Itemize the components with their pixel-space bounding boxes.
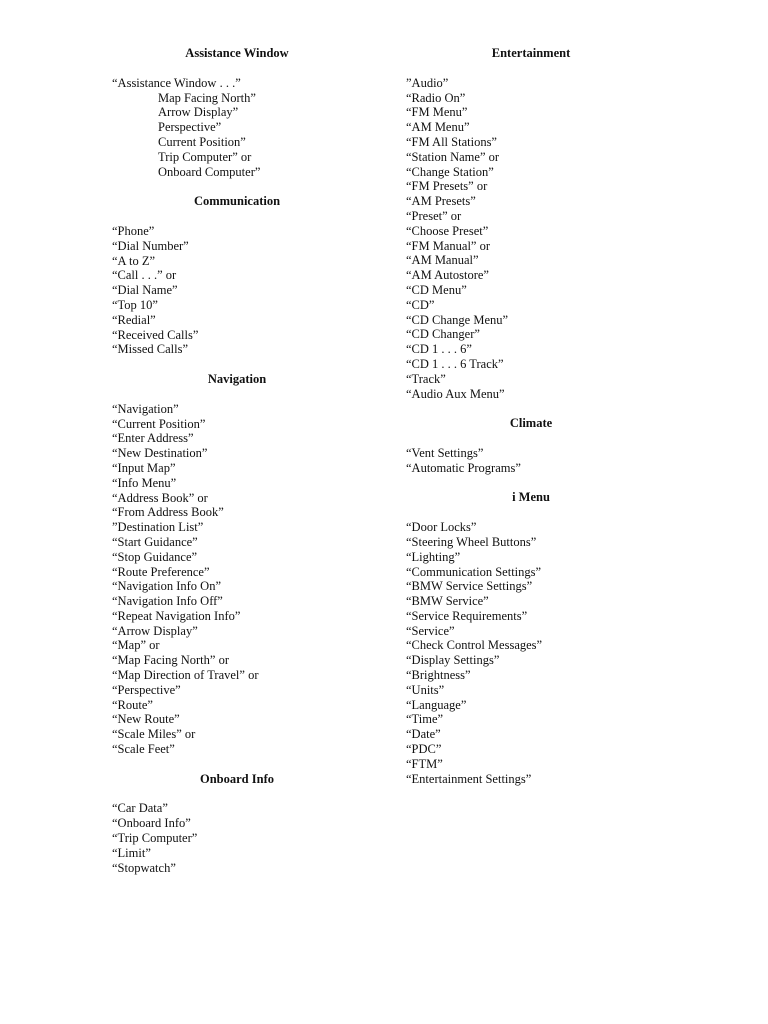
voice-command-item: “Address Book” or xyxy=(112,490,208,505)
voice-command-item: “BMW Service Settings” xyxy=(406,579,533,594)
voice-command-item: “Station Name” or xyxy=(406,149,500,164)
command-list xyxy=(406,446,656,476)
voice-command-item: “Route Preference” xyxy=(112,564,210,579)
voice-command-item: “Brightness” xyxy=(406,668,471,683)
voice-command-item: “AM Menu” xyxy=(406,120,470,135)
voice-command-item: “Automatic Programs” xyxy=(406,460,521,475)
command-list xyxy=(112,402,362,757)
voice-command-item: Onboard Computer” xyxy=(158,164,261,179)
heading-spacer xyxy=(112,209,362,224)
section-heading: Communication xyxy=(193,194,281,209)
voice-command-item: “Repeat Navigation Info” xyxy=(112,608,241,623)
voice-command-item: “Entertainment Settings” xyxy=(406,771,532,786)
voice-command-item: “Arrow Display” xyxy=(112,623,198,638)
voice-command-item: Perspective” xyxy=(158,120,222,135)
voice-command-item: “Assistance Window . . .” xyxy=(112,75,241,90)
command-list xyxy=(112,801,362,875)
voice-command-item: “Car Data” xyxy=(112,801,168,816)
voice-command-item: “Scale Feet” xyxy=(112,742,175,757)
voice-command-item: Current Position” xyxy=(158,134,246,149)
section-onboard-info xyxy=(112,757,362,876)
voice-command-item: “Display Settings” xyxy=(406,653,500,668)
voice-command-item: “Map Direction of Travel” or xyxy=(112,668,259,683)
voice-command-item: “CD Changer” xyxy=(406,327,480,342)
voice-command-item: “Start Guidance” xyxy=(112,534,198,549)
voice-command-item: “Received Calls” xyxy=(112,327,199,342)
voice-command-item: “BMW Service” xyxy=(406,594,489,609)
section-spacer xyxy=(406,401,656,416)
voice-command-item: Map Facing North” xyxy=(158,90,256,105)
voice-command-item: “Limit” xyxy=(112,845,151,860)
voice-command-item: “New Route” xyxy=(112,712,180,727)
voice-command-item: ”Destination List” xyxy=(112,520,204,535)
voice-command-item: “Missed Calls” xyxy=(112,342,189,357)
voice-command-item: “Call . . .” or xyxy=(112,268,177,283)
voice-command-item: “Map Facing North” or xyxy=(112,653,229,668)
voice-command-item: “CD 1 . . . 6” xyxy=(406,342,472,357)
heading-spacer xyxy=(112,61,362,76)
voice-command-item: “Navigation Info Off” xyxy=(112,594,223,609)
voice-command-item: “Door Locks” xyxy=(406,520,477,535)
voice-command-item: “Steering Wheel Buttons” xyxy=(406,534,537,549)
voice-command-item: “Units” xyxy=(406,682,445,697)
voice-command-item: “Lighting” xyxy=(406,549,461,564)
heading-spacer xyxy=(406,61,656,76)
voice-command-item: “A to Z” xyxy=(112,253,156,268)
voice-command-item: “CD” xyxy=(406,297,435,312)
voice-command-item: “CD 1 . . . 6 Track” xyxy=(406,356,504,371)
voice-command-item: “From Address Book” xyxy=(112,505,224,520)
section-heading: i Menu xyxy=(512,490,550,505)
voice-command-item: “Track” xyxy=(406,371,446,386)
voice-command-item: “Redial” xyxy=(112,312,156,327)
voice-command-item: “Stopwatch” xyxy=(112,860,176,875)
right-column xyxy=(406,46,656,786)
command-list xyxy=(112,76,362,180)
section-heading: Climate xyxy=(509,416,553,431)
voice-command-item: “Info Menu” xyxy=(112,475,177,490)
voice-command-item: “Navigation Info On” xyxy=(112,579,221,594)
voice-command-item: “Map” or xyxy=(112,638,160,653)
section-heading: Entertainment xyxy=(491,46,571,60)
section-climate xyxy=(406,401,656,475)
voice-command-item: “Audio Aux Menu” xyxy=(406,386,505,401)
voice-command-item: “New Destination” xyxy=(112,446,208,461)
voice-command-item: “FM Menu” xyxy=(406,105,468,120)
voice-command-item: “Stop Guidance” xyxy=(112,549,198,564)
section-spacer xyxy=(112,357,362,372)
voice-command-item: “Vent Settings” xyxy=(406,445,484,460)
voice-command-item: “Dial Name” xyxy=(112,283,178,298)
section-heading: Navigation xyxy=(207,371,267,386)
voice-command-item: “Language” xyxy=(406,697,467,712)
voice-command-item: “FM Presets” or xyxy=(406,179,488,194)
voice-command-item: “Navigation” xyxy=(112,401,179,416)
voice-command-item: “Time” xyxy=(406,712,444,727)
left-column xyxy=(112,46,362,875)
voice-command-item: “CD Change Menu” xyxy=(406,312,509,327)
section-heading: Assistance Window xyxy=(185,46,289,60)
voice-command-item: “Route” xyxy=(112,697,153,712)
voice-command-item: “PDC” xyxy=(406,742,442,757)
voice-command-item: “FM All Stations” xyxy=(406,134,497,149)
voice-command-item: “Radio On” xyxy=(406,90,466,105)
command-list xyxy=(406,520,656,786)
command-list xyxy=(112,224,362,357)
heading-spacer xyxy=(406,431,656,446)
voice-command-item: “Choose Preset” xyxy=(406,223,489,238)
voice-command-item: Trip Computer” or xyxy=(158,149,252,164)
section-assistance-window xyxy=(112,46,362,179)
voice-command-item: “Enter Address” xyxy=(112,431,194,446)
voice-command-item: “FM Manual” or xyxy=(406,238,491,253)
voice-command-item: “AM Presets” xyxy=(406,194,476,209)
command-list xyxy=(406,76,656,402)
heading-spacer xyxy=(112,787,362,802)
section-entertainment xyxy=(406,46,656,401)
section-heading: Onboard Info xyxy=(200,771,274,786)
voice-command-item: Arrow Display” xyxy=(158,105,239,120)
voice-command-item: “Scale Miles” or xyxy=(112,727,196,742)
voice-command-item: “Onboard Info” xyxy=(112,816,191,831)
voice-command-item: “Input Map” xyxy=(112,460,176,475)
section-spacer xyxy=(112,179,362,194)
voice-command-item: “Top 10” xyxy=(112,297,158,312)
voice-command-item: “AM Autostore” xyxy=(406,268,489,283)
voice-command-item: “Communication Settings” xyxy=(406,564,542,579)
voice-command-item: “Service” xyxy=(406,623,455,638)
section-spacer xyxy=(406,476,656,491)
voice-command-item: “Check Control Messages” xyxy=(406,638,543,653)
voice-command-item: “Service Requirements” xyxy=(406,608,528,623)
section-i-menu xyxy=(406,476,656,787)
voice-command-item: “Change Station” xyxy=(406,164,494,179)
voice-command-item: “AM Manual” xyxy=(406,253,479,268)
section-spacer xyxy=(112,757,362,772)
voice-command-item: “FTM” xyxy=(406,756,443,771)
voice-command-item: “Phone” xyxy=(112,223,155,238)
voice-command-item: ”Audio” xyxy=(406,75,449,90)
voice-command-item: “Preset” or xyxy=(406,208,462,223)
voice-command-item: “Date” xyxy=(406,727,441,742)
voice-command-item: “Perspective” xyxy=(112,682,181,697)
voice-command-item: “Trip Computer” xyxy=(112,831,198,846)
section-communication xyxy=(112,179,362,357)
heading-spacer xyxy=(112,387,362,402)
section-navigation xyxy=(112,357,362,757)
voice-command-item: “CD Menu” xyxy=(406,282,467,297)
heading-spacer xyxy=(406,505,656,520)
voice-command-item: “Dial Number” xyxy=(112,238,189,253)
voice-command-item: “Current Position” xyxy=(112,416,206,431)
